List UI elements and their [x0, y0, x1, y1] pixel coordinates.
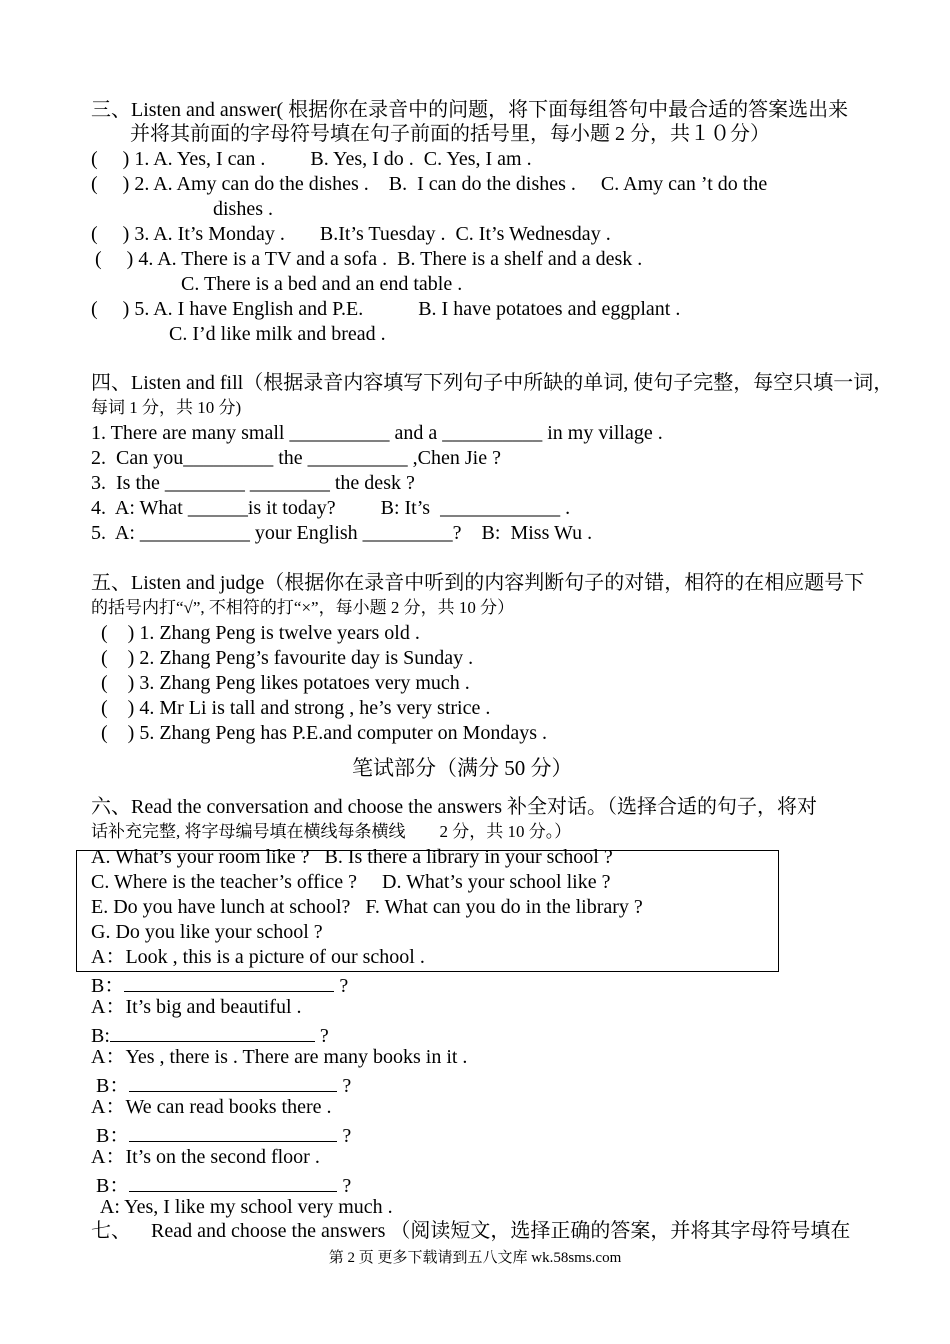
answer-blank-5[interactable] — [129, 1170, 337, 1192]
s3-question-3: ( ) 3. A. It’s Monday . B.It’s Tuesday . C. It’s Wednesday . — [91, 223, 611, 245]
dialogue-line-5: A：Yes , there is . There are many books in it . — [91, 1046, 468, 1068]
dialogue-line-6 — [91, 1070, 351, 1098]
s4-line-3: 3. Is the ________ ________ the desk ? — [91, 472, 415, 494]
speaker-label: B： — [91, 1075, 130, 1097]
s3-title: 三、Listen and answer( 根据你在录音中的问题，将下面每组答句中最合适的答案选出来 — [91, 99, 849, 121]
page-footer: 第 2 页 更多下载请到五八文库 wk.58sms.com — [328, 1250, 622, 1266]
s5-judge-4: ( ) 4. Mr Li is tall and strong , he’s very strice . — [101, 697, 491, 719]
s3-question-4: ( ) 4. A. There is a TV and a sofa . B. There is a shelf and a desk . — [95, 248, 643, 270]
s3-question-4-cont: C. There is a bed and an end table . — [181, 273, 463, 295]
speaker-label: B： — [91, 975, 125, 997]
s3-question-2: ( ) 2. A. Amy can do the dishes . B. I can do the dishes . C. Amy can ’t do the — [91, 173, 768, 195]
s6-option-ab: A. What’s your room like ? B. Is there a library in your school ? — [91, 846, 613, 868]
s6-title-cont: 话补充完整, 将字母编号填在横线每条横线 2 分，共 10 分。） — [91, 822, 572, 841]
s4-line-5: 5. A: ___________ your English _________? B: Miss Wu . — [91, 522, 593, 544]
question-mark: ? — [334, 975, 349, 997]
s5-judge-1: ( ) 1. Zhang Peng is twelve years old . — [101, 622, 420, 644]
answer-blank-2[interactable] — [110, 1020, 315, 1042]
s5-judge-3: ( ) 3. Zhang Peng likes potatoes very much . — [101, 672, 470, 694]
dialogue-line-11: A: Yes, I like my school very much . — [91, 1196, 393, 1218]
s3-question-1: ( ) 1. A. Yes, I can . B. Yes, I do . C. Yes, I am . — [91, 148, 532, 170]
s4-title-cont: 每词 1 分，共 10 分) — [91, 398, 242, 417]
s7-title: 七、 Read and choose the answers （阅读短文，选择正确的答案，并将其字母符号填在 — [91, 1220, 851, 1242]
question-mark: ? — [337, 1175, 352, 1197]
s3-question-5-cont: C. I’d like milk and bread . — [169, 323, 386, 345]
s3-title-cont: 并将其前面的字母符号填在句子前面的括号里，每小题 2 分，共１０分） — [130, 123, 770, 145]
dialogue-line-8 — [91, 1120, 351, 1148]
s6-option-ef: E. Do you have lunch at school? F. What can you do in the library ? — [91, 896, 643, 918]
s6-option-cd: C. Where is the teacher’s office ? D. What’s your school like ? — [91, 871, 611, 893]
s4-line-4: 4. A: What ______is it today? B: It’s ____________ . — [91, 497, 571, 519]
dialogue-line-7: A：We can read books there . — [91, 1096, 332, 1118]
s6-option-g: G. Do you like your school ? — [91, 921, 323, 943]
dialogue-line-2 — [91, 970, 348, 998]
dialogue-line-3: A：It’s big and beautiful . — [91, 996, 302, 1018]
dialogue-line-1: A：Look , this is a picture of our school . — [91, 946, 425, 968]
dialogue-line-4 — [91, 1020, 329, 1048]
speaker-label: B: — [91, 1025, 110, 1047]
s4-title: 四、Listen and fill（根据录音内容填写下列句子中所缺的单词, 使句子完整，每空只填一词， — [91, 372, 894, 394]
answer-blank-4[interactable] — [129, 1120, 337, 1142]
question-mark: ? — [337, 1075, 352, 1097]
s3-question-2-cont: dishes . — [213, 198, 273, 220]
speaker-label: B： — [91, 1125, 130, 1147]
s5-judge-5: ( ) 5. Zhang Peng has P.E.and computer on Mondays . — [101, 722, 548, 744]
s5-title-cont: 的括号内打“√”, 不相符的打“×”，每小题 2 分，共 10 分） — [91, 598, 515, 617]
dialogue-line-10 — [91, 1170, 351, 1198]
answer-blank-1[interactable] — [124, 970, 334, 992]
s5-title: 五、Listen and judge（根据你在录音中听到的内容判断句子的对错，相符的在相应题号下 — [91, 572, 865, 594]
dialogue-line-9: A：It’s on the second floor . — [91, 1146, 320, 1168]
s3-question-5: ( ) 5. A. I have English and P.E. B. I have potatoes and eggplant . — [91, 298, 681, 320]
s5-judge-2: ( ) 2. Zhang Peng’s favourite day is Sunday . — [101, 647, 474, 669]
speaker-label: B： — [91, 1175, 130, 1197]
written-part-heading: 笔试部分（满分 50 分） — [352, 756, 573, 780]
s6-title: 六、Read the conversation and choose the answers 补全对话。（选择合适的句子，将对 — [91, 796, 817, 818]
s4-line-2: 2. Can you_________ the __________ ,Chen Jie ? — [91, 447, 501, 469]
question-mark: ? — [314, 1025, 329, 1047]
question-mark: ? — [337, 1125, 352, 1147]
answer-blank-3[interactable] — [129, 1070, 337, 1092]
s4-line-1: 1. There are many small __________ and a __________ in my village . — [91, 422, 663, 444]
